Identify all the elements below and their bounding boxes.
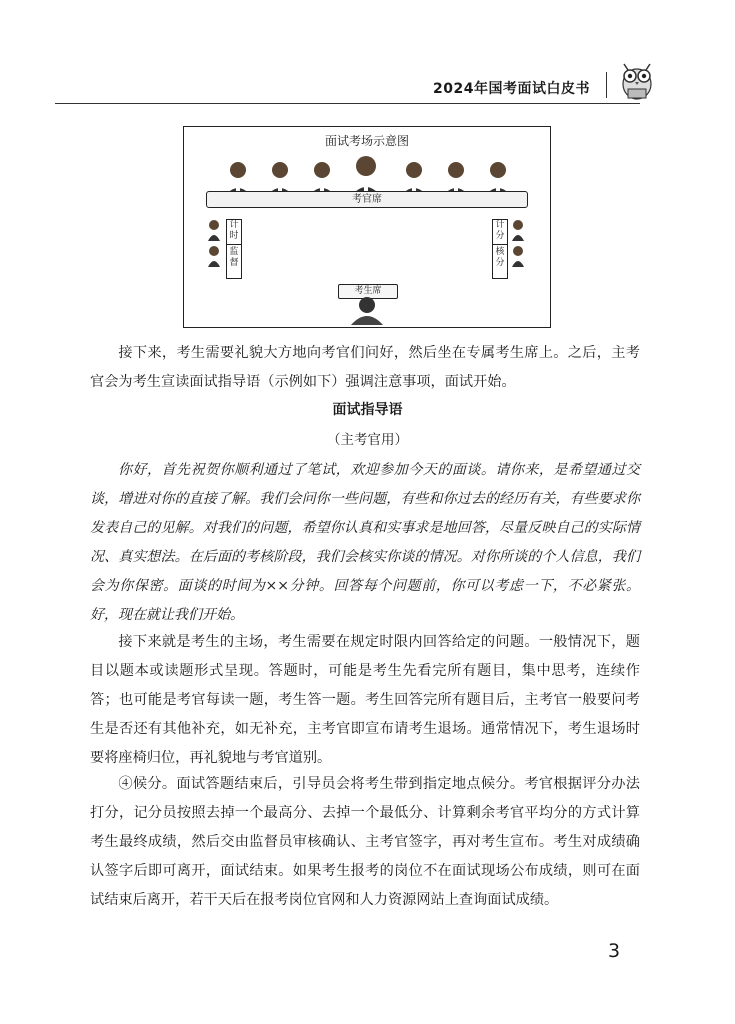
guide-text: 你好，首先祝贺你顺利通过了笔试，欢迎参加今天的面谈。请你来，是希望通过交谈，增进对你的直接了解。我们会问你一些问题，有些和你过去的经历有关，有些要求你发表自己的见解。对我们的问题，希望你认真和实事求是地回答，尽量反映自己的实际情况、真实想法。在后面的考核阶段，我们会核实你谈的情况。对你所谈的个人信息，我们会为你保密。面谈的时间为××分钟。回答每个问题前，你可以考虑一下，不必紧张。好，现在就让我们开始。 <box>90 462 640 623</box>
header-divider <box>606 72 607 98</box>
timer-supervisor-box <box>226 219 242 279</box>
candidate-icon <box>347 295 387 325</box>
intro-text: 接下来，考生需要礼貌大方地向考官们问好，然后坐在专属考生席上。之后，主考官会为考生宣读面试指导语（示例如下）强调注意事项，面试开始。 <box>90 345 640 390</box>
guide-subtitle: （主考官用） <box>327 432 408 448</box>
page-number: 3 <box>608 940 621 962</box>
left-box-label-1: 计时 <box>229 220 239 241</box>
right-box-label-1: 计分 <box>495 220 505 241</box>
diagram-title: 面试考场示意图 <box>324 134 409 148</box>
intro-paragraph <box>90 339 640 397</box>
body-text-1: 接下来就是考生的主场，考生需要在规定时限内回答给定的问题。一般情况下，题目以题本或读题形式呈现。答题时，可能是考生先看完所有题目，集中思考，连续作答；也可能是考官每读一题，考生答一题。考生回答完所有题目后，主考官一般要问考生是否还有其他补充，如无补充，主考官即宣布请考生退场。通常情况下，考生退场时要将座椅归位，再礼貌地与考官道别。 <box>90 634 640 766</box>
page-header <box>0 0 735 110</box>
header-rule <box>55 103 640 104</box>
right-box-label-2: 核分 <box>495 247 505 268</box>
owl-mascot-icon <box>614 56 660 102</box>
scorer-staff-icon <box>510 219 526 271</box>
guide-title: 面试指导语 <box>332 402 403 418</box>
left-box-label-2: 监督 <box>229 247 239 268</box>
examiner-desk <box>206 191 528 208</box>
body-text-2: ④候分。面试答题结束后，引导员会将考生带到指定地点候分。考官根据评分办法打分，记分员按照去掉一个最高分、去掉一个最低分、计算剩余考官平均分的方式计算考生最终成绩，然后交由监督员审核确认、主考官签字，再对考生宣布。考生对成绩确认签字后即可离开，面试结束。如果考生报考的岗位不在面试现场公布成绩，则可在面试结束后离开，若干天后在报考岗位官网和人力资源网站上查询面试成绩。 <box>90 776 640 908</box>
body-paragraph-1 <box>90 628 640 773</box>
exam-room-diagram <box>183 126 551 328</box>
timer-staff-icon <box>206 219 222 271</box>
book-title: 2024年国考面试白皮书 <box>433 81 590 97</box>
guide-body <box>90 456 640 630</box>
scorer-box <box>492 219 508 279</box>
candidate-desk: 考生席 <box>338 284 398 299</box>
examiner-desk-label: 考官席 <box>352 194 382 205</box>
body-paragraph-2 <box>90 770 640 915</box>
